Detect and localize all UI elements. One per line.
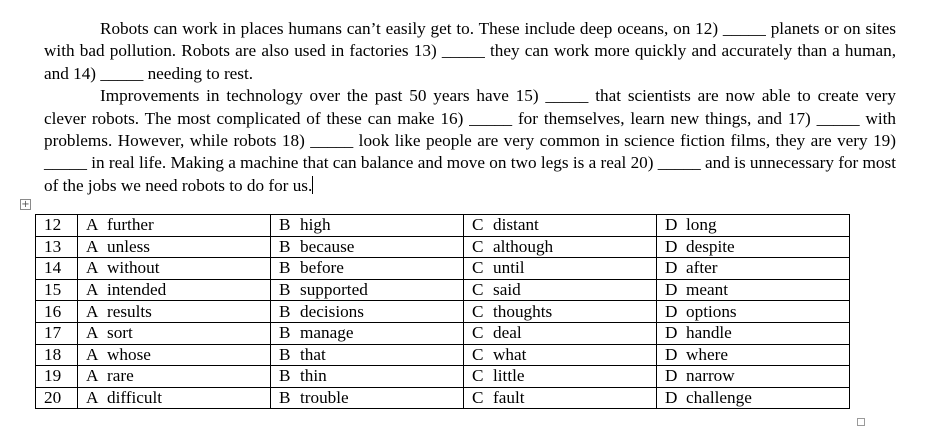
option-text: trouble bbox=[300, 388, 349, 408]
option-text: rare bbox=[107, 366, 134, 386]
option-text: what bbox=[493, 344, 527, 364]
question-number: 20 bbox=[36, 387, 78, 409]
option-letter: C bbox=[472, 258, 484, 278]
table-row bbox=[36, 387, 850, 409]
option-text: without bbox=[107, 258, 160, 278]
option-letter: A bbox=[86, 344, 99, 364]
resize-handle-icon[interactable] bbox=[857, 418, 865, 426]
option-cell-d[interactable] bbox=[657, 279, 850, 301]
option-cell-d[interactable] bbox=[657, 322, 850, 344]
option-letter: A bbox=[86, 258, 99, 278]
option-letter: D bbox=[665, 215, 678, 235]
option-text: handle bbox=[686, 323, 732, 343]
option-text: that bbox=[300, 344, 326, 364]
option-text: difficult bbox=[107, 388, 163, 408]
option-letter: C bbox=[472, 280, 484, 300]
option-text: high bbox=[300, 215, 331, 235]
option-text: long bbox=[686, 215, 717, 235]
paragraph-1[interactable] bbox=[44, 18, 896, 85]
table-row bbox=[36, 322, 850, 344]
option-letter: C bbox=[472, 236, 484, 256]
answer-options-table bbox=[35, 214, 850, 409]
option-cell-c[interactable] bbox=[464, 279, 657, 301]
option-letter: B bbox=[279, 258, 291, 278]
option-text: sort bbox=[107, 323, 133, 343]
option-letter: C bbox=[472, 301, 484, 321]
option-text: until bbox=[493, 258, 525, 278]
option-text: after bbox=[686, 258, 718, 278]
question-number: 16 bbox=[36, 301, 78, 323]
option-letter: B bbox=[279, 323, 291, 343]
option-cell-c[interactable] bbox=[464, 344, 657, 366]
option-cell-b[interactable] bbox=[271, 344, 464, 366]
question-number: 17 bbox=[36, 322, 78, 344]
option-letter: A bbox=[86, 236, 99, 256]
option-text: further bbox=[107, 215, 154, 235]
table-row bbox=[36, 279, 850, 301]
option-letter: C bbox=[472, 215, 484, 235]
option-text: deal bbox=[493, 323, 522, 343]
option-cell-d[interactable] bbox=[657, 387, 850, 409]
option-letter: D bbox=[665, 323, 678, 343]
option-letter: D bbox=[665, 301, 678, 321]
option-cell-b[interactable] bbox=[271, 366, 464, 388]
option-cell-b[interactable] bbox=[271, 322, 464, 344]
option-cell-d[interactable] bbox=[657, 344, 850, 366]
option-text: little bbox=[493, 366, 525, 386]
option-cell-d[interactable] bbox=[657, 366, 850, 388]
option-text: despite bbox=[686, 236, 735, 256]
table-row bbox=[36, 344, 850, 366]
option-text: manage bbox=[300, 323, 354, 343]
question-number: 13 bbox=[36, 236, 78, 258]
option-cell-a[interactable] bbox=[78, 387, 271, 409]
option-text: although bbox=[493, 236, 554, 256]
option-text: unless bbox=[107, 236, 150, 256]
option-text: thoughts bbox=[493, 301, 553, 321]
option-cell-b[interactable] bbox=[271, 236, 464, 258]
option-letter: B bbox=[279, 280, 291, 300]
option-text: thin bbox=[300, 366, 327, 386]
paragraph-1-text: Robots can work in places humans can’t easily get to. These include deep oceans, on 12) _____ planets or on sites with bad pollution. Robots are also used in factories 13) _____ they can work more quickly and accurately than a human, and 14) _____ needing to rest. bbox=[44, 19, 896, 83]
option-letter: A bbox=[86, 280, 99, 300]
option-text: whose bbox=[107, 344, 151, 364]
option-cell-d[interactable] bbox=[657, 301, 850, 323]
option-text: supported bbox=[300, 280, 368, 300]
option-cell-c[interactable] bbox=[464, 258, 657, 280]
table-row bbox=[36, 215, 850, 237]
option-letter: A bbox=[86, 301, 99, 321]
option-text: decisions bbox=[300, 301, 364, 321]
option-text: meant bbox=[686, 280, 728, 300]
question-number: 19 bbox=[36, 366, 78, 388]
option-letter: D bbox=[665, 236, 678, 256]
option-cell-a[interactable] bbox=[78, 236, 271, 258]
reading-passage[interactable] bbox=[44, 18, 896, 197]
option-cell-c[interactable] bbox=[464, 387, 657, 409]
option-text: narrow bbox=[686, 366, 735, 386]
table-row bbox=[36, 301, 850, 323]
text-cursor bbox=[312, 176, 313, 194]
table-row bbox=[36, 236, 850, 258]
table-row bbox=[36, 258, 850, 280]
option-cell-c[interactable] bbox=[464, 366, 657, 388]
option-cell-a[interactable] bbox=[78, 215, 271, 237]
option-cell-c[interactable] bbox=[464, 215, 657, 237]
paragraph-2-text: Improvements in technology over the past 50 years have 15) _____ that scientists are now able to create very clever robots. The most complicated of these can make 16) _____ for themselves, learn new things, and 17) _____ with problems. However, while robots 18) _____ look like people are very common in science fiction films, they are very 19) _____ in real life. Making a machine that can balance and move on two legs is a real 20) _____ and is unnecessary for most of the jobs we need robots to do for us. bbox=[44, 86, 896, 195]
option-letter: A bbox=[86, 388, 99, 408]
option-text: because bbox=[300, 236, 355, 256]
option-letter: D bbox=[665, 258, 678, 278]
option-cell-a[interactable] bbox=[78, 322, 271, 344]
option-cell-b[interactable] bbox=[271, 258, 464, 280]
option-cell-b[interactable] bbox=[271, 301, 464, 323]
option-cell-c[interactable] bbox=[464, 301, 657, 323]
option-cell-d[interactable] bbox=[657, 236, 850, 258]
option-text: fault bbox=[493, 388, 525, 408]
option-cell-a[interactable] bbox=[78, 301, 271, 323]
option-letter: B bbox=[279, 388, 291, 408]
option-text: challenge bbox=[686, 388, 752, 408]
option-cell-a[interactable] bbox=[78, 258, 271, 280]
option-letter: A bbox=[86, 215, 99, 235]
option-letter: B bbox=[279, 215, 291, 235]
option-letter: A bbox=[86, 366, 99, 386]
option-text: options bbox=[686, 301, 737, 321]
option-letter: B bbox=[279, 366, 291, 386]
move-handle-icon[interactable]: + bbox=[21, 199, 30, 210]
option-letter: D bbox=[665, 388, 678, 408]
option-text: said bbox=[493, 280, 521, 300]
option-cell-a[interactable] bbox=[78, 279, 271, 301]
option-letter: D bbox=[665, 344, 678, 364]
answer-options-body bbox=[36, 215, 850, 409]
option-letter: B bbox=[279, 236, 291, 256]
option-letter: C bbox=[472, 344, 484, 364]
option-cell-b[interactable] bbox=[271, 387, 464, 409]
option-letter: C bbox=[472, 388, 484, 408]
option-cell-c[interactable] bbox=[464, 236, 657, 258]
table-row bbox=[36, 366, 850, 388]
option-cell-b[interactable] bbox=[271, 215, 464, 237]
option-cell-d[interactable] bbox=[657, 215, 850, 237]
option-letter: D bbox=[665, 280, 678, 300]
question-number: 14 bbox=[36, 258, 78, 280]
option-text: intended bbox=[107, 280, 167, 300]
option-text: where bbox=[686, 344, 728, 364]
option-cell-b[interactable] bbox=[271, 279, 464, 301]
option-cell-a[interactable] bbox=[78, 344, 271, 366]
option-letter: B bbox=[279, 301, 291, 321]
option-letter: C bbox=[472, 366, 484, 386]
question-number: 18 bbox=[36, 344, 78, 366]
option-letter: B bbox=[279, 344, 291, 364]
paragraph-2[interactable] bbox=[44, 85, 896, 197]
option-text: results bbox=[107, 301, 152, 321]
question-number: 15 bbox=[36, 279, 78, 301]
option-cell-d[interactable] bbox=[657, 258, 850, 280]
option-letter: A bbox=[86, 323, 99, 343]
question-number: 12 bbox=[36, 215, 78, 237]
option-cell-a[interactable] bbox=[78, 366, 271, 388]
option-text: before bbox=[300, 258, 344, 278]
option-text: distant bbox=[493, 215, 539, 235]
option-letter: D bbox=[665, 366, 678, 386]
option-cell-c[interactable] bbox=[464, 322, 657, 344]
option-letter: C bbox=[472, 323, 484, 343]
